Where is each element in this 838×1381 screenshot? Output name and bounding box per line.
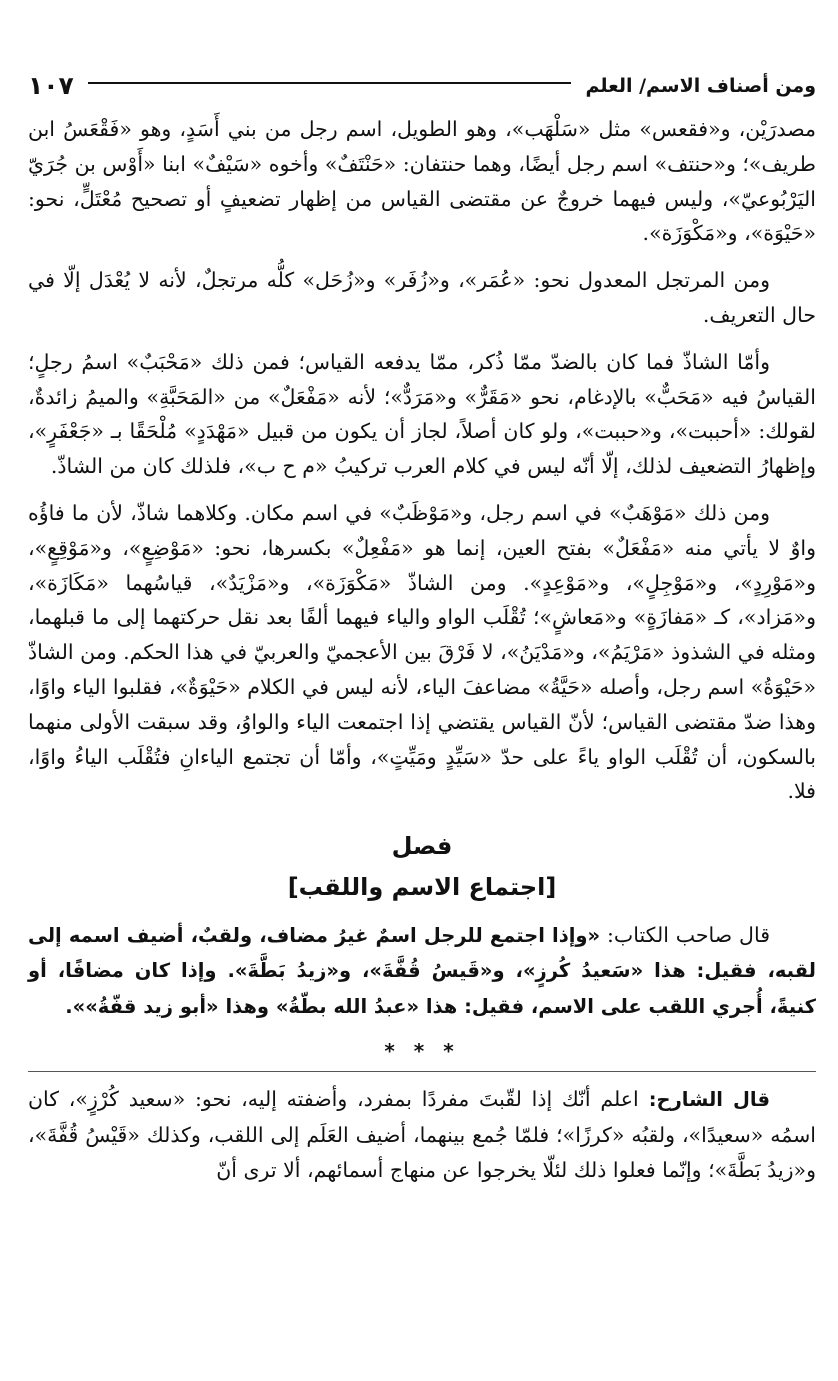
page-body (28, 112, 816, 1199)
commentary-lead: قال الشارح: (638, 1087, 770, 1111)
section-subtitle: [اجتماع الاسم واللقب] (287, 873, 557, 902)
commentary-paragraph (28, 1082, 816, 1187)
separator-rule (28, 1071, 816, 1072)
header-rule (88, 82, 572, 84)
paragraph-4: ومن ذلك «مَوْهَبٌ» في اسم رجل، و«مَوْظَبٌ» في اسم مكان. وكلاهما شاذّ، لأن ما فاؤُه واوٌ لا يأتي منه «مَفْعَلٌ» بفتح العين، إنما هو «مَفْعِلٌ» بكسرها، نحو: «مَوْضِعٍ»، و«مَوْقِعٍ»، و«مَوْرِدٍ»، و«مَوْجِلٍ»، و«مَوْعِدٍ». ومن الشاذّ «مَكْوَزَة»، و«مَزْيَدٌ»، قياسُهما «مَكَازَة»، و«مَزاد»، كـ «مَفازَةٍ» و«مَعاشٍ»؛ تُقْلَب الواو والياء فيهما ألفًا بعد نقل حركتهما إلى ما قبلهما، ومثله في الشذوذ «مَرْيَمُ»، و«مَدْيَنُ»، لا فَرْقَ بين الأعجميّ والعربيّ في هذا الحكم. ومن الشاذّ «حَيْوَةُ» اسم رجل، وأصله «حَيَّةُ» مضاعفَ الياء، لأنه ليس في الكلام «حَيْوَةٌ»، فقلبوا الياء واوًا، وهذا ضدّ مقتضى القياس؛ لأنّ القياس يقتضي إذا اجتمعت الياء والواوُ، وقد سبقت الأولى منهما بالسكون، أن تُقْلَب الواو ياءً على حدّ «سَيِّدٍ ومَيِّتٍ»، وأمّا أن تجتمع الياءانِ فتُقْلَب الياءُ واوًا، فلا. (28, 500, 816, 804)
quote-paragraph (28, 918, 816, 1025)
commentary-text: اعلم أنّك إذا لقّبتَ مفردًا بمفرد، وأضفته إليه، نحو: «سعيد كُرْزٍ»، كان اسمُه «سعيدًا»، ولقبُه «كرزًا»؛ فلمّا جُمع بينهما، أضيف العَلَم إلى اللقب، وكذلك «قَيْسُ قُفَّةَ»، و«زيدُ بَطَّةَ»؛ وإنّما فعلوا ذلك لئلّا يخرجوا عن منهاج أسمائهم، ألا ترى أنّ (28, 1086, 816, 1182)
page-header (28, 48, 816, 98)
paragraph-1: مصدرَيْن، و«فقعس» مثل «سَلْهَب»، وهو الطويل، اسم رجل من بني أَسَدٍ، وهو «فَقْعَسُ ابن طريف»؛ و«حنتف» اسم رجل أيضًا، وهما حنتفان: «حَنْتَفٌ» وأخوه «سَيْفٌ» ابنا «أَوْس بن جُرَيّ اليَرْبُوعيّ»، وليس فيهما خروجٌ عن مقتضى القياس من إظهار تضعيفٍ أو تصحيح مُعْتَلٍّ، نحو: «حَيْوَة»، و«مَكْوَزَة». (28, 117, 816, 246)
quote-lead: قال صاحب الكتاب: (600, 922, 770, 947)
paragraph-3: وأمّا الشاذّ فما كان بالضدّ ممّا ذُكر، ممّا يدفعه القياس؛ فمن ذلك «مَحْبَبٌ» اسمُ رجلٍ؛ القياسُ فيه «مَحَبٌّ» بالإدغام، نحو «مَقَرٌّ» و«مَرَدٌّ»؛ لأنه «مَفْعَلٌ» من «المَحَبَّةِ» والميمُ زائدةٌ، لقولك: «أحببت»، و«حببت»، ولو كان أصلاً، لجاز أن يكون من قبيل «مَهْدَدٍ» مُلْحَقًا بـ «جَعْفَرٍ»، وإظهارُ التضعيف لذلك، إلّا أنّه ليس في كلام العرب تركيبُ «م ح ب»، فلذلك كان من الشاذّ. (28, 349, 816, 479)
separator-stars: * * * (384, 1038, 460, 1063)
running-title: ومن أصناف الاسم/ العلم (585, 75, 816, 97)
page-number: ١٠٧ (28, 71, 74, 100)
paragraph-2: ومن المرتجل المعدول نحو: «عُمَر»، و«زُفَر» و«زُحَل» كلُّه مرتجلٌ، لأنه لا يُعْدَل إلّا في حال التعريف. (28, 268, 816, 327)
section-title: فصل (391, 832, 453, 861)
quote-text: «وإذا اجتمع للرجل اسمٌ غيرُ مضاف، ولقبٌ، أضيف اسمه إلى لقبه، فقيل: هذا «سَعيدُ كُرزٍ»، و«قَيسُ قُفَّةَ»، و«زيدُ بَطَّةَ». وإذا كان مضافًا، أو كنيةً، أُجري اللقب على الاسم، فقيل: هذا «عبدُ الله بطّةُ» وهذا «أبو زيد قفّةُ»». (28, 923, 816, 1019)
